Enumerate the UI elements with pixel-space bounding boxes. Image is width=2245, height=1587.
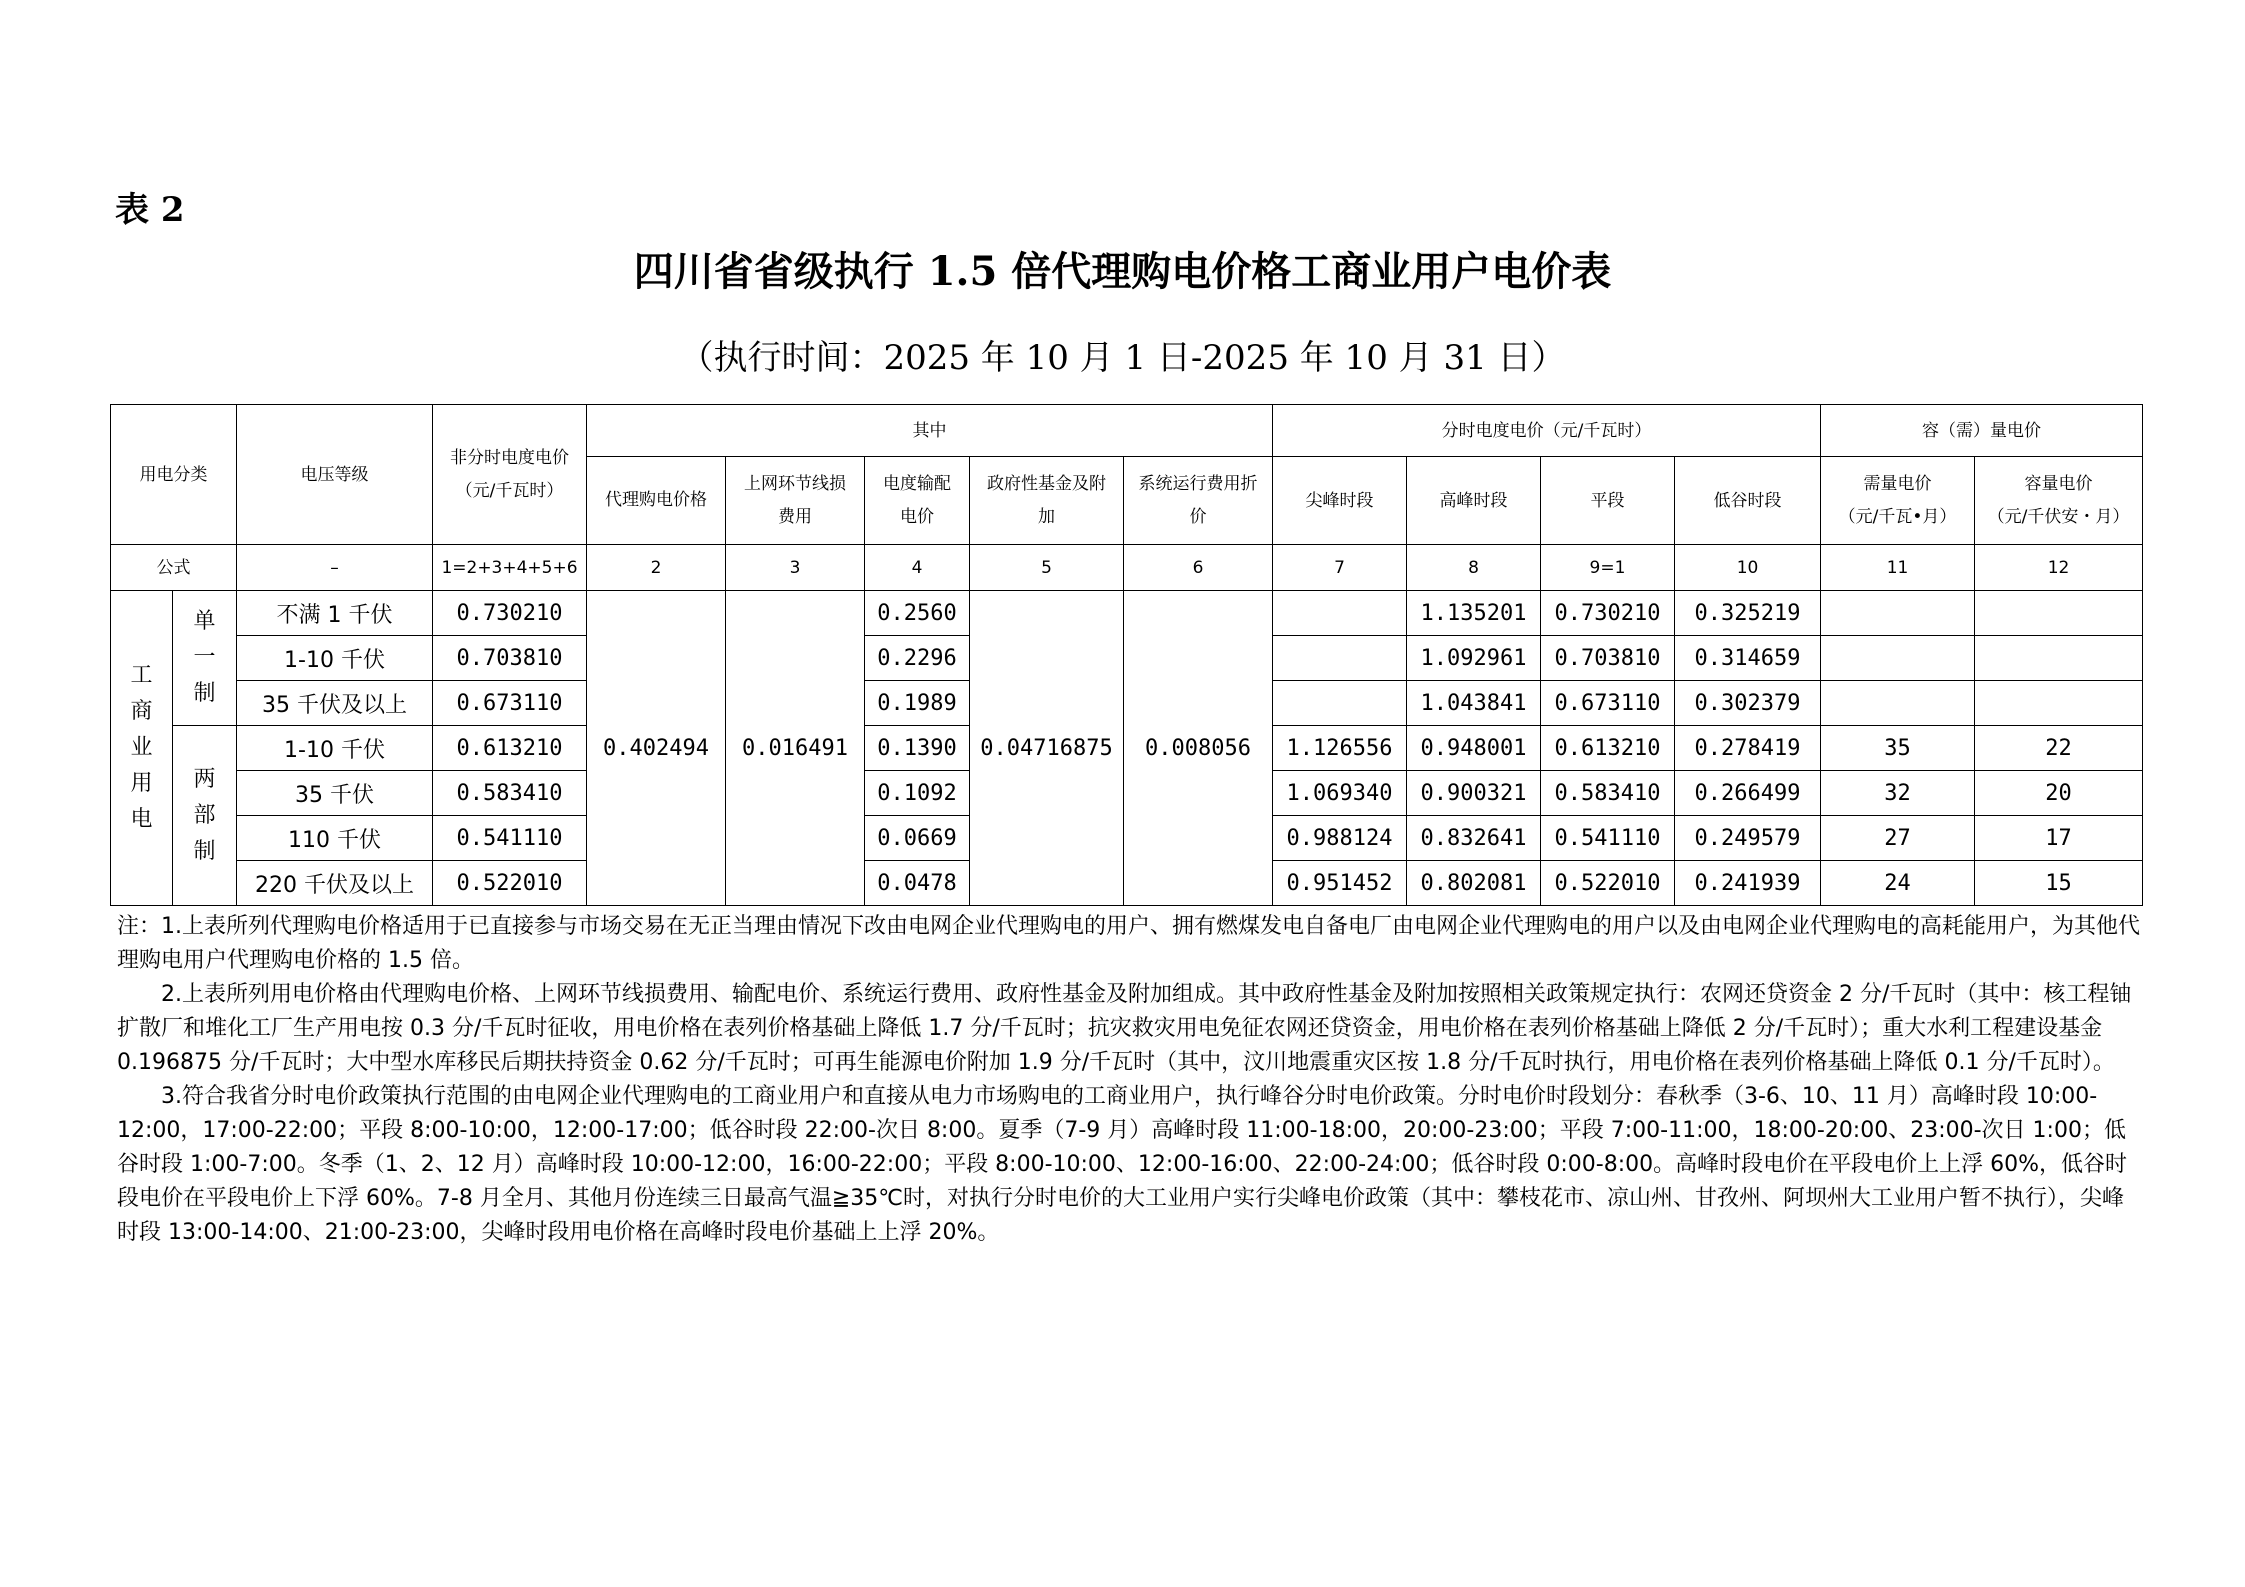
header-cap-unit: （元/千伏安・月） xyxy=(1987,506,2130,527)
header-system: 系统运行费用折价 xyxy=(1124,457,1273,545)
page-title: 四川省省级执行 1.5 倍代理购电价格工商业用户电价表 xyxy=(633,248,1612,295)
cell-cap: 22 xyxy=(1975,726,2143,771)
formula-cell: – xyxy=(237,545,433,591)
cell-demand: 24 xyxy=(1821,861,1975,906)
note-1: 注：1.上表所列代理购电价格适用于已直接参与市场交易在无正当理由情况下改由电网企业代理购电的用户、拥有燃煤发电自备电厂由电网企业代理购电的用户以及由电网企业代理购电的高耗能用户，为其他代理购电用户代理购电价格的 1.5 倍。 xyxy=(117,914,2140,973)
cell-flat-price: 0.730210 xyxy=(433,591,587,636)
cell-valley: 0.241939 xyxy=(1675,861,1821,906)
cell-valley: 0.266499 xyxy=(1675,771,1821,816)
cell-valley: 0.249579 xyxy=(1675,816,1821,861)
formula-cell: 2 xyxy=(587,545,726,591)
cell-demand: 32 xyxy=(1821,771,1975,816)
cell-transmission: 0.1092 xyxy=(865,771,970,816)
cell-transmission: 0.0669 xyxy=(865,816,970,861)
formula-cell: 3 xyxy=(726,545,865,591)
cell-demand xyxy=(1821,591,1975,636)
header-demand-label: 需量电价 xyxy=(1863,474,1932,495)
formula-cell: 12 xyxy=(1975,545,2143,591)
formula-cell: 7 xyxy=(1273,545,1407,591)
header-peak-top: 尖峰时段 xyxy=(1273,457,1407,545)
cell-flat: 0.673110 xyxy=(1541,681,1675,726)
group-label: 工 商 业 用 电 xyxy=(111,591,173,906)
cell-flat-price: 0.522010 xyxy=(433,861,587,906)
cell-peak-top: 0.988124 xyxy=(1273,816,1407,861)
cell-flat-price: 0.613210 xyxy=(433,726,587,771)
cell-peak: 0.900321 xyxy=(1407,771,1541,816)
header-flat-price-unit: （元/千瓦时） xyxy=(455,480,564,501)
cell-peak: 1.043841 xyxy=(1407,681,1541,726)
formula-cell: 5 xyxy=(970,545,1124,591)
cell-cap: 15 xyxy=(1975,861,2143,906)
cell-flat-price: 0.583410 xyxy=(433,771,587,816)
cell-valley: 0.314659 xyxy=(1675,636,1821,681)
cell-peak-top: 1.126556 xyxy=(1273,726,1407,771)
cell-valley: 0.278419 xyxy=(1675,726,1821,771)
cell-proxy: 0.402494 xyxy=(587,591,726,906)
cell-peak: 0.948001 xyxy=(1407,726,1541,771)
cell-peak-top xyxy=(1273,681,1407,726)
formula-cell: 11 xyxy=(1821,545,1975,591)
header-of-which: 其中 xyxy=(587,405,1273,457)
cell-peak: 1.092961 xyxy=(1407,636,1541,681)
cell-peak-top: 0.951452 xyxy=(1273,861,1407,906)
cell-voltage: 1-10 千伏 xyxy=(237,726,433,771)
cell-flat: 0.583410 xyxy=(1541,771,1675,816)
header-flat-price xyxy=(433,405,587,545)
header-demand-unit: （元/千瓦•月） xyxy=(1838,506,1957,527)
cell-peak: 0.832641 xyxy=(1407,816,1541,861)
cell-system: 0.008056 xyxy=(1124,591,1273,906)
cell-voltage: 110 千伏 xyxy=(237,816,433,861)
page-subtitle: （执行时间：2025 年 10 月 1 日-2025 年 10 月 31 日） xyxy=(679,338,1566,378)
cell-cap xyxy=(1975,681,2143,726)
cell-cap: 17 xyxy=(1975,816,2143,861)
sub-two-label: 两 部 制 xyxy=(173,726,237,906)
table-row xyxy=(111,591,2143,636)
cell-flat-price: 0.673110 xyxy=(433,681,587,726)
header-demand xyxy=(1821,457,1975,545)
formula-cell: 8 xyxy=(1407,545,1541,591)
cell-transmission: 0.1989 xyxy=(865,681,970,726)
cell-flat: 0.541110 xyxy=(1541,816,1675,861)
formula-cell: 4 xyxy=(865,545,970,591)
cell-demand xyxy=(1821,681,1975,726)
sub-single-label: 单 一 制 xyxy=(173,591,237,726)
header-fund: 政府性基金及附加 xyxy=(970,457,1124,545)
header-loss: 上网环节线损费用 xyxy=(726,457,865,545)
cell-cap xyxy=(1975,591,2143,636)
header-cap xyxy=(1975,457,2143,545)
cell-voltage: 35 千伏及以上 xyxy=(237,681,433,726)
cell-flat: 0.703810 xyxy=(1541,636,1675,681)
header-valley: 低谷时段 xyxy=(1675,457,1821,545)
cell-voltage: 220 千伏及以上 xyxy=(237,861,433,906)
cell-transmission: 0.2560 xyxy=(865,591,970,636)
notes xyxy=(117,910,2142,1250)
cell-flat-price: 0.541110 xyxy=(433,816,587,861)
formula-cell: 10 xyxy=(1675,545,1821,591)
cell-flat-price: 0.703810 xyxy=(433,636,587,681)
formula-cell: 9=1 xyxy=(1541,545,1675,591)
cell-voltage: 不满 1 千伏 xyxy=(237,591,433,636)
cell-transmission: 0.1390 xyxy=(865,726,970,771)
cell-cap: 20 xyxy=(1975,771,2143,816)
cell-demand: 35 xyxy=(1821,726,1975,771)
note-2: 2.上表所列用电价格由代理购电价格、上网环节线损费用、输配电价、系统运行费用、政府性基金及附加组成。其中政府性基金及附加按照相关政策规定执行：农网还贷资金 2 分/千瓦时（其中：核工程铀扩散厂和堆化工厂生产用电按 0.3 分/千瓦时征收，用电价格在表列价格基础上降低 1.7 分/千瓦时；抗灾救灾用电免征农网还贷资金，用电价格在表列价格基础上降低 2 分/千瓦时）；重大水利工程建设基金 0.196875 分/千瓦时；大中型水库移民后期扶持资金 0.62 分/千瓦时；可再生能源电价附加 1.9 分/千瓦时（其中，汶川地震重灾区按 1.8 分/千瓦时执行，用电价格在表列价格基础上降低 0.1 分/千瓦时）。 xyxy=(117,982,2132,1075)
cell-flat: 0.613210 xyxy=(1541,726,1675,771)
cell-demand: 27 xyxy=(1821,816,1975,861)
cell-voltage: 35 千伏 xyxy=(237,771,433,816)
header-tou-group: 分时电度电价（元/千瓦时） xyxy=(1273,405,1821,457)
cell-valley: 0.325219 xyxy=(1675,591,1821,636)
header-proxy: 代理购电价格 xyxy=(587,457,726,545)
cell-demand xyxy=(1821,636,1975,681)
cell-transmission: 0.0478 xyxy=(865,861,970,906)
formula-cell: 公式 xyxy=(111,545,237,591)
header-peak: 高峰时段 xyxy=(1407,457,1541,545)
header-voltage: 电压等级 xyxy=(237,405,433,545)
cell-peak: 1.135201 xyxy=(1407,591,1541,636)
header-flat-price-label: 非分时电度电价 xyxy=(450,448,569,469)
table-label: 表 2 xyxy=(115,190,185,230)
cell-flat: 0.522010 xyxy=(1541,861,1675,906)
cell-flat: 0.730210 xyxy=(1541,591,1675,636)
cell-peak-top: 1.069340 xyxy=(1273,771,1407,816)
cell-valley: 0.302379 xyxy=(1675,681,1821,726)
cell-peak: 0.802081 xyxy=(1407,861,1541,906)
formula-cell: 1=2+3+4+5+6 xyxy=(433,545,587,591)
note-3: 3.符合我省分时电价政策执行范围的由电网企业代理购电的工商业用户和直接从电力市场购电的工商业用户，执行峰谷分时电价政策。分时电价时段划分：春秋季（3-6、10、11 月）高峰时段 10:00-12:00，17:00-22:00；平段 8:00-10:00，12:00-17:00；低谷时段 22:00-次日 8:00。夏季（7-9 月）高峰时段 11:00-18:00，20:00-23:00；平段 7:00-11:00，18:00-20:00、23:00-次日 1:00；低谷时段 1:00-7:00。冬季（1、2、12 月）高峰时段 10:00-12:00，16:00-22:00；平段 8:00-10:00、12:00-16:00、22:00-24:00；低谷时段 0:00-8:00。高峰时段电价在平段电价上上浮 60%，低谷时段电价在平段电价上下浮 60%。7-8 月全月、其他月份连续三日最高气温≧35℃时，对执行分时电价的大工业用户实行尖峰电价政策（其中：攀枝花市、凉山州、甘孜州、阿坝州大工业用户暂不执行），尖峰时段 13:00-14:00、21:00-23:00，尖峰时段用电价格在高峰时段电价基础上上浮 20%。 xyxy=(117,1084,2128,1245)
cell-fund: 0.04716875 xyxy=(970,591,1124,906)
header-category: 用电分类 xyxy=(111,405,237,545)
header-cap-label: 容量电价 xyxy=(2024,474,2093,495)
cell-transmission: 0.2296 xyxy=(865,636,970,681)
cell-peak-top xyxy=(1273,636,1407,681)
formula-row xyxy=(111,545,2143,591)
price-table xyxy=(110,404,2143,906)
cell-cap xyxy=(1975,636,2143,681)
cell-voltage: 1-10 千伏 xyxy=(237,636,433,681)
header-capacity-group: 容（需）量电价 xyxy=(1821,405,2143,457)
header-transmission: 电度输配电价 xyxy=(865,457,970,545)
cell-peak-top xyxy=(1273,591,1407,636)
header-flat: 平段 xyxy=(1541,457,1675,545)
cell-loss: 0.016491 xyxy=(726,591,865,906)
formula-cell: 6 xyxy=(1124,545,1273,591)
